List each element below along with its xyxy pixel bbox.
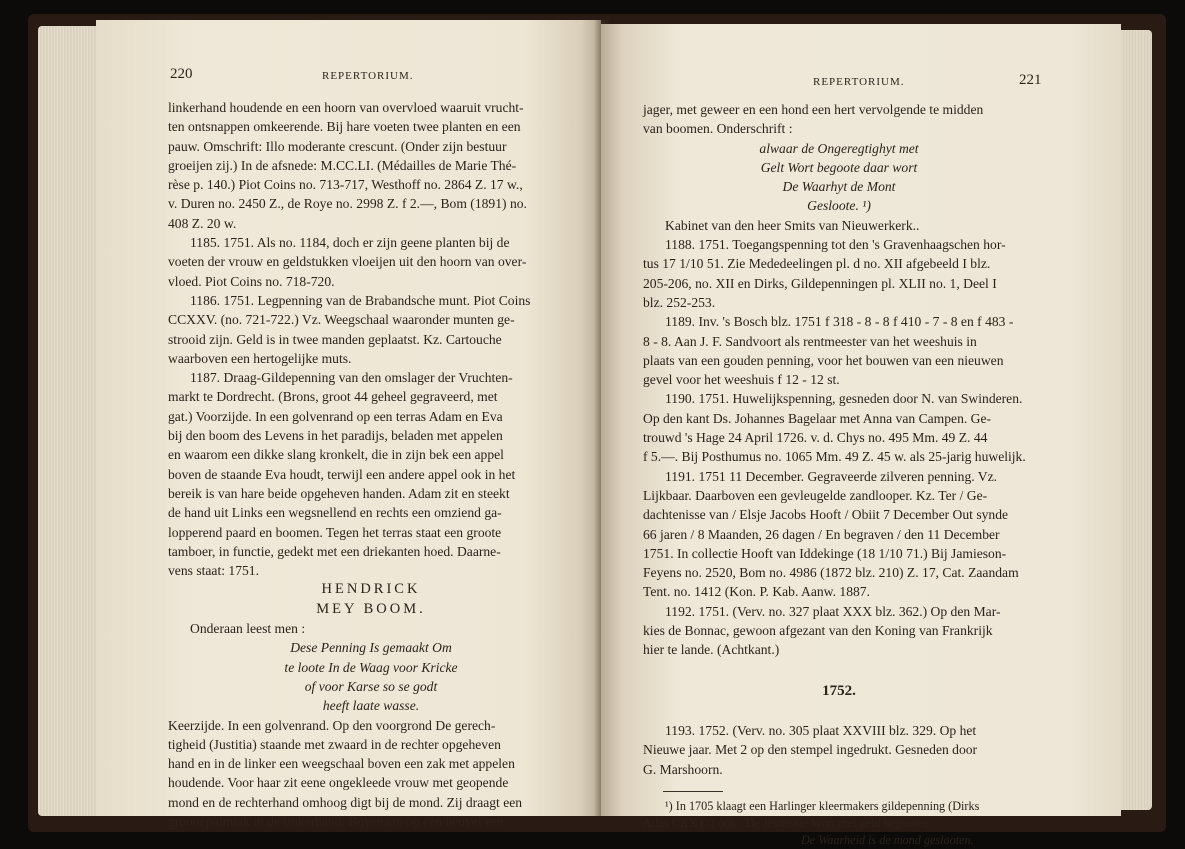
continuation-paragraph: jager, met geweer en een hond een hert vervolgende te midden van boomen. Onderschrift : (643, 102, 984, 137)
right-page (601, 24, 1121, 847)
entry-1190: 1190. 1751. Huwelijkspenning, gesneden door N. van Swinderen. Op den kant Ds. Johannes Bagelaar met Anna van Campen. Ge- trouwd 's Hage 24 April 1726. v. d. Chys no. 495 Mm. 49 Z. 44 f 5.—. Bij Posthumus no. 1065 Mm. 49 Z. 45 w. als 25-jarig huwelijk. (643, 391, 1026, 465)
inscription-verse: Dese Penning Is gemaakt Om te loote In de Waag voor Kricke of voor Karse so se godt heeft laate wasse. (284, 640, 458, 714)
name-line-2: MEY BOOM. (316, 600, 426, 617)
entry-1193: 1193. 1752. (Verv. no. 305 plaat XXVIII blz. 329. Op het Nieuwe jaar. Met 2 op den stempel ingedrukt. Gesneden door G. Marshoorn. (643, 722, 978, 777)
name-line-1: HENDRICK (321, 581, 421, 598)
left-text-body (168, 98, 574, 831)
left-page (96, 20, 601, 829)
entry-1186: 1186. 1751. Legpenning van de Brabandsche munt. Piot Coins CCXXV. (no. 721-722.) Vz. Weegschaal waaronder munten ge- strooid zijn. Geld is in twee manden geplaatst. Kz. Cartouche waarboven een hertogelijke muts. (168, 292, 531, 366)
footnote: ¹) In 1705 klaagt een Harlinger kleermakers gildepenning (Dirks Atlas CXX (3) ook : De Jestiessie Wort met geld begooten De Waarheid is de mond geslooten. (643, 798, 980, 847)
keerzijde-paragraph: Keerzijde. In een golvenrand. Op den voorgrond De gerech- tigheid (Justitia) staande met zwaard in de rechter opgeheven hand en in de linker een weegschaal boven een zak met appelen houdende. Voor haar zit eene ongekleede vrouw met geopende mond en de rechterhand omhoog digt bij de mond. Zij draagt een groote palmtak in de linkerhand. Bovenaan op een heuvel een (168, 717, 523, 829)
page-number: 220 (170, 66, 193, 82)
running-header: REPERTORIUM. (813, 76, 905, 88)
entry-1188: 1188. 1751. Toegangspenning tot den 's Gravenhaagschen hor- tus 17 1/10 51. Zie Mededeelingen pl. d no. XII afgebeeld I blz. 205-206, no. XII en Dirks, Gildepenningen pl. XLII no. 1, Deel I blz. 252-253. (643, 237, 1006, 310)
continuation-paragraph: linkerhand houdende en een hoorn van overvloed waaruit vrucht- ten ontsnappen omkeerende. Bij hare voeten twee planten en een pauw. Omschrift: Illo moderante crescunt. (Onder zijn bestuur groeijen zij.) In de afsnede: M.CC.LI. (Médailles de Marie Thé- rèse p. 140.) Piot Coins no. 713-717, Westhoff no. 2864 Z. 17 w., v. Duren no. 2450 Z., de Roye no. 2998 Z. f 2.—, Bom (1891) no. 408 Z. 20 w. (168, 100, 527, 231)
entry-1191: 1191. 1751 11 December. Gegraveerde zilveren penning. Vz. Lijkbaar. Daarboven een gevleugelde zandlooper. Kz. Ter / Ge- dachtenisse van / Elsje Jacobs Hooft / Obiit 7 December Out synde 66 jaren / 8 Maanden, 26 dagen / En begraven / den 11 December 1751. In collectie Hooft van Iddekinge (18 1/10 71.) Bij Jamieson- Feyens no. 2520, Bom no. 4986 (1872 blz. 210) Z. 17, Cat. Zaandam Tent. no. 1412 (Kon. P. Kab. Aanw. 1887. (643, 468, 1019, 600)
page-number: 221 (1019, 72, 1042, 88)
right-text-body (643, 100, 1035, 849)
onderaan-line: Onderaan leest men : (190, 621, 306, 637)
year-heading: 1752. (822, 682, 856, 699)
inscription-verse: alwaar de Ongeregtighyt met Gelt Wort begoote daar wort De Waarhyt de Mont Gesloote. ¹) (759, 140, 919, 214)
entry-1189: 1189. Inv. 's Bosch blz. 1751 f 318 - 8 - 8 f 410 - 7 - 8 en f 483 - 8 - 8. Aan J. F. Sandvoort als rentmeester van het weeshuis in plaats van een gouden penning, voor het bouwen van een nieuwen gevel voor het weeshuis f 12 - 12 st. (643, 314, 1014, 388)
entry-1192: 1192. 1751. (Verv. no. 327 plaat XXX blz. 362.) Op den Mar- kies de Bonnac, gewoon afgezant van den Koning van Frankrijk hier te lande. (Achtkant.) (643, 603, 1001, 658)
kabinet-line: Kabinet van den heer Smits van Nieuwerkerk.. (665, 217, 920, 233)
footnote-divider (663, 791, 723, 792)
entry-1185: 1185. 1751. Als no. 1184, doch er zijn geene planten bij de voeten der vrouw en geldstukken vloeijen uit den hoorn van over- vloed. Piot Coins no. 718-720. (168, 235, 527, 289)
running-header: REPERTORIUM. (322, 70, 414, 82)
entry-1187: 1187. Draag-Gildepenning van den omslager der Vruchten- markt te Dordrecht. (Brons, groot 44 geheel gegraveerd, met gat.) Voorzijde. In een golvenrand op een terras Adam en Eva bij den boom des Levens in het paradijs, beladen met appelen en waarom een dikke slang kronkelt, die in zijn bek een appel boven de staande Eva houdt, terwijl een andere appel ook in het bereik is van hare beide opgeheven handen. Adam zit en steekt de hand uit Links een wegsnellend en rechts een omziend ga- lopperend paard en boomen. Tegen het terras staat een groote tamboer, in functie, gedekt met een driekanten hoed. Daarne- vens staat: 1751. (168, 370, 516, 579)
